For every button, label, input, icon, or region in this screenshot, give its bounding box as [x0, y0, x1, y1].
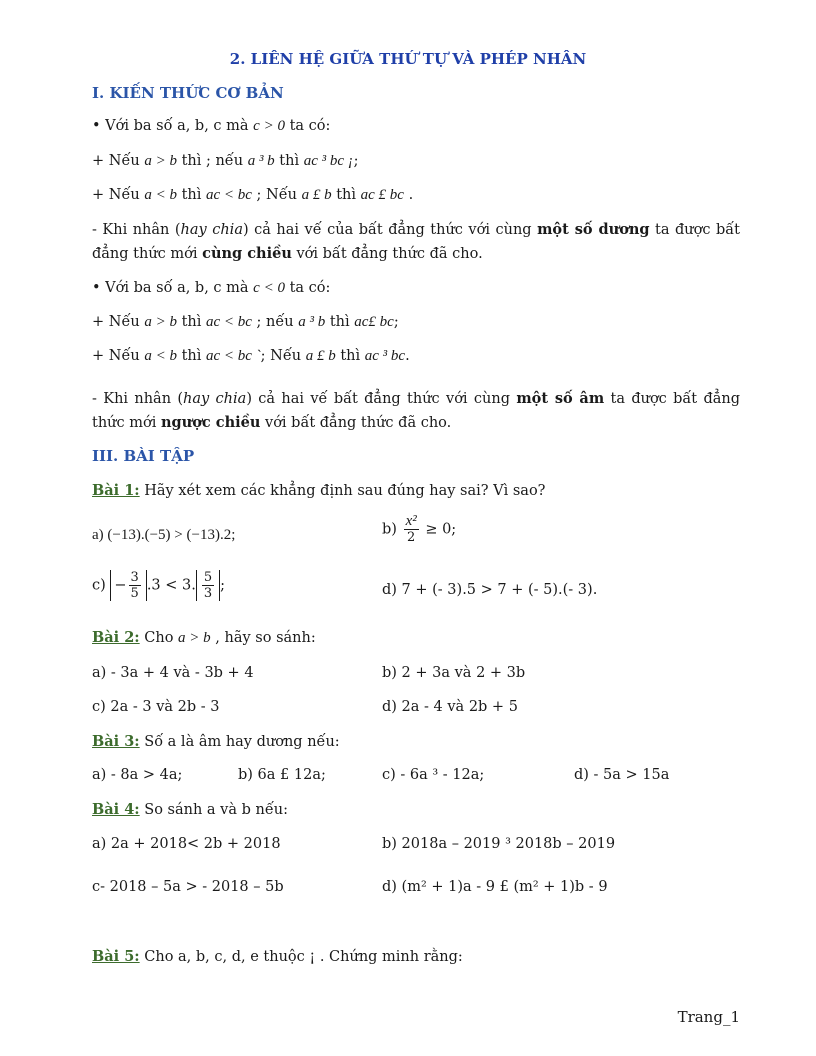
exercise-3-b: b) 6a £ 12a; — [238, 767, 326, 783]
exercise-2-d: d) 2a - 4 và 2b + 5 — [382, 699, 518, 715]
absolute-value-1: − $\frac{3}{5}$ — [110, 570, 146, 601]
negative-note: - Khi nhân (hay chia) cả hai vế bất đẳng thức với cùng một số âm ta được bất đẳng thức mới ngược chiều với bất đẳng thức đã cho. — [92, 390, 741, 431]
rule-4: + Nếu a < b thì ac < bc `; Nếu a £ b thì ac ³ bc. — [92, 348, 410, 364]
exercise-1-a: a) (−13).(−5) > (−13).2; — [92, 527, 236, 543]
rule-1: + Nếu a > b thì ; nếu a ³ b thì ac ³ bc ¡; — [92, 153, 359, 169]
fraction-x2-over-2: $\frac{\text{x²}}{2}$ — [405, 513, 417, 545]
exercise-2-b: b) 2 + 3a và 2 + 3b — [382, 665, 526, 681]
exercise-4-d: d) (m² + 1)a - 9 £ (m² + 1)b - 9 — [382, 879, 608, 895]
exercise-3-d: d) - 5a > 15a — [574, 767, 670, 783]
exercise-3-prompt: Bài 3: Số a là âm hay dương nếu: — [92, 733, 340, 750]
exercise-1-b: b) $\frac{\text{x²}}{2}$ ≥ 0; — [382, 513, 457, 545]
positive-note: - Khi nhân (hay chia) cả hai vế của bất đẳng thức với cùng một số dương ta được bất đẳng thức mới cùng chiều với bất đẳng thức đã cho. — [92, 221, 740, 262]
exercise-4-a: a) 2a + 2018< 2b + 2018 — [92, 836, 281, 852]
section-heading-basic: I. KIẾN THỨC CƠ BẢN — [92, 84, 284, 102]
exercise-2-a: a) - 3a + 4 và - 3b + 4 — [92, 665, 254, 681]
rule-3: + Nếu a > b thì ac < bc ; nếu a ³ b thì ac£ bc; — [92, 314, 399, 330]
exercise-4-b: b) 2018a – 2019 ³ 2018b – 2019 — [382, 836, 616, 852]
exercise-5-prompt: Bài 5: Cho a, b, c, d, e thuộc ¡ . Chứng minh rằng: — [92, 948, 463, 965]
exercise-3-c: c) - 6a ³ - 12a; — [382, 767, 485, 783]
exercise-2-c: c) 2a - 3 và 2b - 3 — [92, 699, 220, 715]
exercise-1-d: d) 7 + (- 3).5 > 7 + (- 5).(- 3). — [382, 582, 598, 598]
exercise-1-prompt: Bài 1: Hãy xét xem các khẳng định sau đúng hay sai? Vì sao? — [92, 482, 546, 499]
page-title: 2. LIÊN HỆ GIỮA THỨ TỰ VÀ PHÉP NHÂN — [229, 50, 587, 68]
exercise-3-a: a) - 8a > 4a; — [92, 767, 183, 783]
positive-intro: • Với ba số a, b, c mà c > 0 ta có: — [92, 118, 331, 134]
negative-intro: • Với ba số a, b, c mà c < 0 ta có: — [92, 280, 331, 296]
page-number: Trang_1 — [677, 1008, 740, 1026]
section-heading-exercises: III. BÀI TẬP — [92, 447, 195, 465]
exercise-1-c: c) − $\frac{3}{5}$ .3 < 3. $\frac{5}{3}$ ; — [92, 570, 226, 601]
rule-2: + Nếu a < b thì ac < bc ; Nếu a £ b thì ac £ bc . — [92, 187, 414, 203]
exercise-4-prompt: Bài 4: So sánh a và b nếu: — [92, 801, 288, 818]
exercise-4-c: c- 2018 – 5a > - 2018 – 5b — [92, 879, 284, 895]
exercise-2-prompt: Bài 2: Cho a > b , hãy so sánh: — [92, 629, 316, 646]
absolute-value-2: $\frac{5}{3}$ — [196, 570, 220, 601]
